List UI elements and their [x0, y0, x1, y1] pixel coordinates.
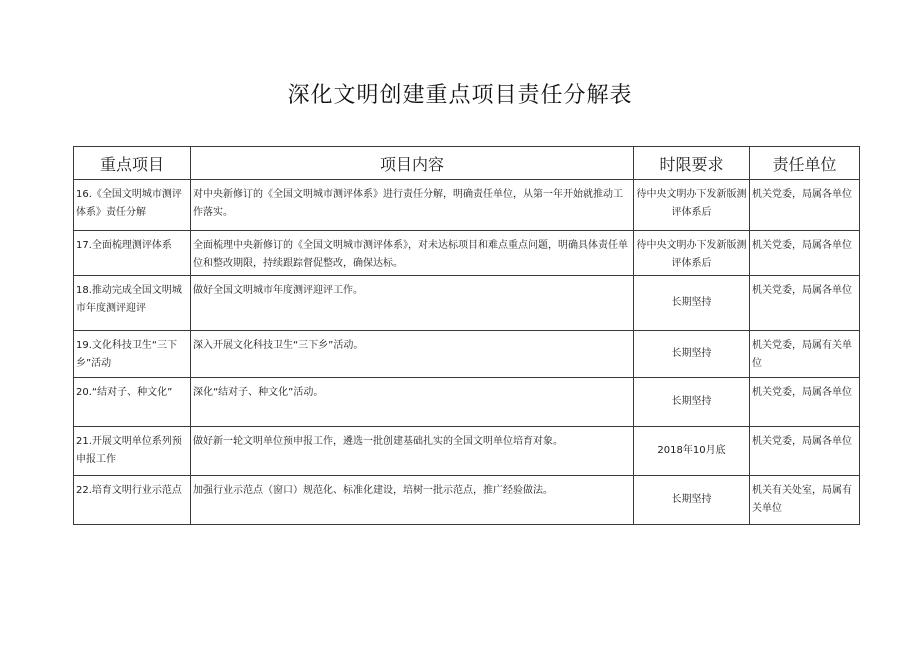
- cell-unit: 机关党委，局属各单位: [750, 427, 860, 476]
- table-row: [74, 378, 860, 427]
- cell-unit: 机关党委，局属各单位: [750, 378, 860, 427]
- table-row: [74, 180, 860, 231]
- cell-deadline: 待中央文明办下发新版测评体系后: [634, 180, 750, 231]
- cell-deadline: 长期坚持: [634, 378, 750, 427]
- table-row: [74, 231, 860, 276]
- cell-project: 16.《全国文明城市测评体系》责任分解: [74, 180, 191, 231]
- table-row: [74, 476, 860, 525]
- page-title: 深化文明创建重点项目责任分解表: [287, 83, 633, 108]
- cell-deadline: 长期坚持: [634, 276, 750, 331]
- cell-content: 深化“结对子、种文化”活动。: [191, 378, 634, 427]
- header-deadline: 时限要求: [634, 147, 750, 180]
- cell-unit: 机关党委，局属各单位: [750, 231, 860, 276]
- table-row: [74, 427, 860, 476]
- cell-content: 深入开展文化科技卫生“三下乡”活动。: [191, 331, 634, 378]
- cell-project: 20.“结对子、种文化”: [74, 378, 191, 427]
- header-unit: 责任单位: [750, 147, 860, 180]
- cell-deadline: 待中央文明办下发新版测评体系后: [634, 231, 750, 276]
- header-project: 重点项目: [74, 147, 191, 180]
- cell-project: 21.开展文明单位系列预申报工作: [74, 427, 191, 476]
- table-row: [74, 331, 860, 378]
- cell-unit: 机关党委，局属有关单位: [750, 331, 860, 378]
- cell-project: 22.培育文明行业示范点: [74, 476, 191, 525]
- cell-unit: 机关有关处室，局属有关单位: [750, 476, 860, 525]
- cell-deadline: 2018年10月底: [634, 427, 750, 476]
- cell-project: 17.全面梳理测评体系: [74, 231, 191, 276]
- cell-unit: 机关党委，局属各单位: [750, 276, 860, 331]
- table-header-row: [74, 147, 860, 180]
- table-row: [74, 276, 860, 331]
- cell-deadline: 长期坚持: [634, 331, 750, 378]
- cell-project: 19.文化科技卫生“三下乡”活动: [74, 331, 191, 378]
- cell-content: 做好全国文明城市年度测评迎评工作。: [191, 276, 634, 331]
- cell-content: 对中央新修订的《全国文明城市测评体系》进行责任分解，明确责任单位，从第一年开始就推动工作落实。: [191, 180, 634, 231]
- cell-unit: 机关党委，局属各单位: [750, 180, 860, 231]
- cell-project: 18.推动完成全国文明城市年度测评迎评: [74, 276, 191, 331]
- cell-content: 全面梳理中央新修订的《全国文明城市测评体系》，对未达标项目和难点重点问题，明确具体责任单位和整改期限，持续跟踪督促整改，确保达标。: [191, 231, 634, 276]
- cell-deadline: 长期坚持: [634, 476, 750, 525]
- cell-content: 加强行业示范点（窗口）规范化、标准化建设，培树一批示范点，推广经验做法。: [191, 476, 634, 525]
- cell-content: 做好新一轮文明单位预申报工作，遴选一批创建基础扎实的全国文明单位培育对象。: [191, 427, 634, 476]
- header-content: 项目内容: [191, 147, 634, 180]
- responsibility-table: [73, 146, 860, 525]
